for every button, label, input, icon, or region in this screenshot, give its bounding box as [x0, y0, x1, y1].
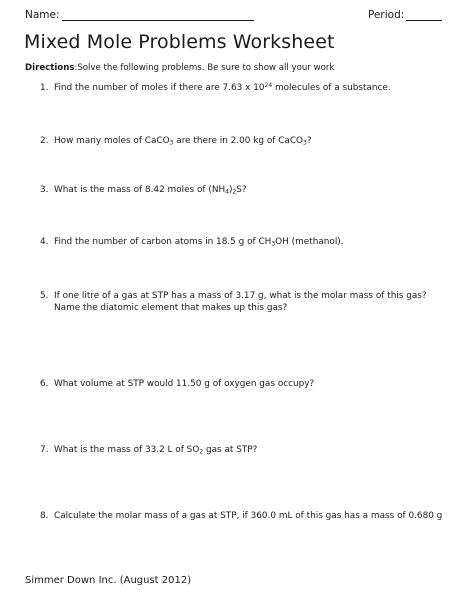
directions — [25, 63, 334, 73]
question-number: 1. — [40, 83, 49, 93]
question-number: 6. — [40, 379, 49, 389]
name-blank — [62, 10, 254, 21]
question-text: If one litre of a gas at STP has a mass of 3.17 g, what is the molar mass of this gas? Name the diatomic element that makes up this gas? — [54, 291, 427, 313]
question-number: 8. — [40, 511, 49, 521]
period-blank — [406, 10, 442, 21]
name-label: Name: — [25, 9, 60, 21]
question-text: What volume at STP would 11.50 g of oxygen gas occupy? — [54, 379, 315, 389]
question-number: 5. — [40, 291, 49, 301]
footer-credit: Simmer Down Inc. (August 2012) — [25, 575, 192, 586]
directions-label: Directions — [25, 63, 75, 73]
question-text: How many moles of CaCO$_3$ are there in 2.00 kg of CaCO$_3$? — [54, 136, 312, 147]
question-text: Find the number of carbon atoms in 18.5 g of $CH_3OH$ (methanol). — [54, 237, 344, 248]
question-text: Calculate the molar mass of a gas at STP, if 360.0 mL of this gas has a mass of 0.680 g — [54, 511, 443, 521]
name-field — [25, 9, 254, 21]
period-field — [368, 9, 442, 21]
question-text: Find the number of moles if there are 7.63 x $10^{24}$ molecules of a substance. — [54, 82, 391, 93]
question-number: 2. — [40, 136, 49, 146]
worksheet-title: Mixed Mole Problems Worksheet — [24, 31, 335, 53]
directions-text: :Solve the following problems. Be sure to show all your work — [74, 63, 335, 73]
question-number: 4. — [40, 237, 49, 247]
period-label: Period: — [368, 9, 405, 21]
question-text: What is the mass of 33.2 L of $SO_2$ gas at STP? — [54, 445, 258, 456]
question-number: 3. — [40, 185, 49, 195]
question-number: 7. — [40, 445, 49, 455]
question-text: What is the mass of 8.42 moles of $(NH_4)_2S$? — [54, 185, 247, 196]
